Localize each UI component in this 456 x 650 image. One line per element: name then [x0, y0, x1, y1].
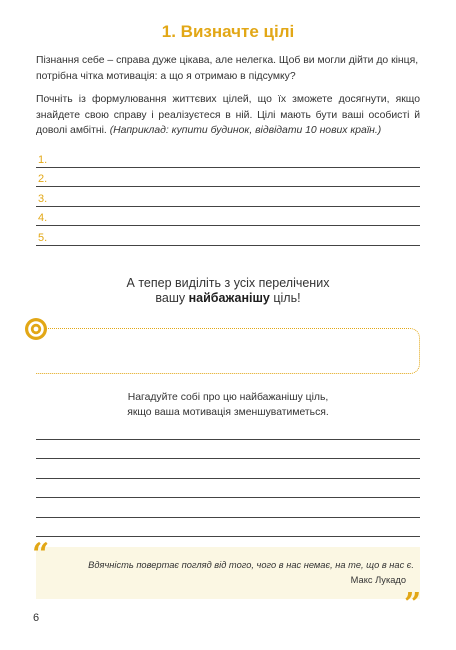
- close-quote-icon: ”: [404, 587, 422, 622]
- target-icon: [24, 317, 48, 341]
- goal-line[interactable]: [36, 187, 420, 207]
- goal-line[interactable]: [36, 148, 420, 168]
- prompt-line-2: [0, 291, 456, 306]
- quote-box: [36, 547, 420, 599]
- main-goal-box[interactable]: [36, 328, 420, 374]
- goal-line[interactable]: [36, 207, 420, 227]
- instruction-paragraph: [36, 92, 420, 139]
- goal-number: 2.: [38, 173, 48, 185]
- instruction-example: (Наприклад: купити будинок, відвідати 10 нових країн.): [109, 125, 382, 136]
- quote-text: Вдячність повертає погляд від того, чого в нас немає, на те, що в нас є.: [88, 560, 414, 570]
- note-line[interactable]: [36, 440, 420, 460]
- prompt-emphasis: найбажанішу: [188, 291, 270, 305]
- reminder-line-1: Нагадуйте собі про цю найбажанішу ціль,: [127, 392, 329, 403]
- intro-paragraph: Пізнання себе – справа дуже цікава, але нелегка. Щоб ви могли дійти до кінця, потрібна чітка мотивація: а що я отримаю в підсумку?: [36, 55, 419, 82]
- goal-line[interactable]: [36, 168, 420, 188]
- goal-number: 4.: [38, 212, 48, 224]
- goal-line[interactable]: [36, 226, 420, 246]
- notes-lines: [36, 420, 420, 537]
- page-number: 6: [33, 612, 40, 624]
- reminder-text: [0, 390, 456, 420]
- prompt-line-1: А тепер виділіть з усіх перелічених: [126, 276, 330, 290]
- prompt-text-before: вашу: [155, 291, 189, 305]
- open-quote-icon: “: [32, 537, 50, 572]
- note-line[interactable]: [36, 459, 420, 479]
- reminder-line-2: якщо ваша мотивація зменшуватиметься.: [127, 407, 329, 418]
- note-line[interactable]: [36, 498, 420, 518]
- choose-goal-prompt: [0, 276, 456, 306]
- page-title: 1. Визначте цілі: [161, 22, 295, 41]
- instruction-text: Почніть із формулювання життєвих цілей, що їх зможете досягнути, якщо знайдете свою справу і реалізуєтеся в ній. Цілі мають бути ваші особисті й доволі амбітні.: [36, 94, 420, 136]
- quote-author: Макс Лукадо: [350, 575, 406, 585]
- note-line[interactable]: [36, 479, 420, 499]
- goals-list: [36, 148, 420, 246]
- goal-number: 5.: [38, 231, 48, 244]
- note-line[interactable]: [36, 518, 420, 538]
- note-line[interactable]: [36, 420, 420, 440]
- goal-number: 3.: [38, 192, 48, 205]
- goal-number: 1.: [38, 153, 48, 166]
- prompt-text-after: ціль!: [269, 291, 301, 305]
